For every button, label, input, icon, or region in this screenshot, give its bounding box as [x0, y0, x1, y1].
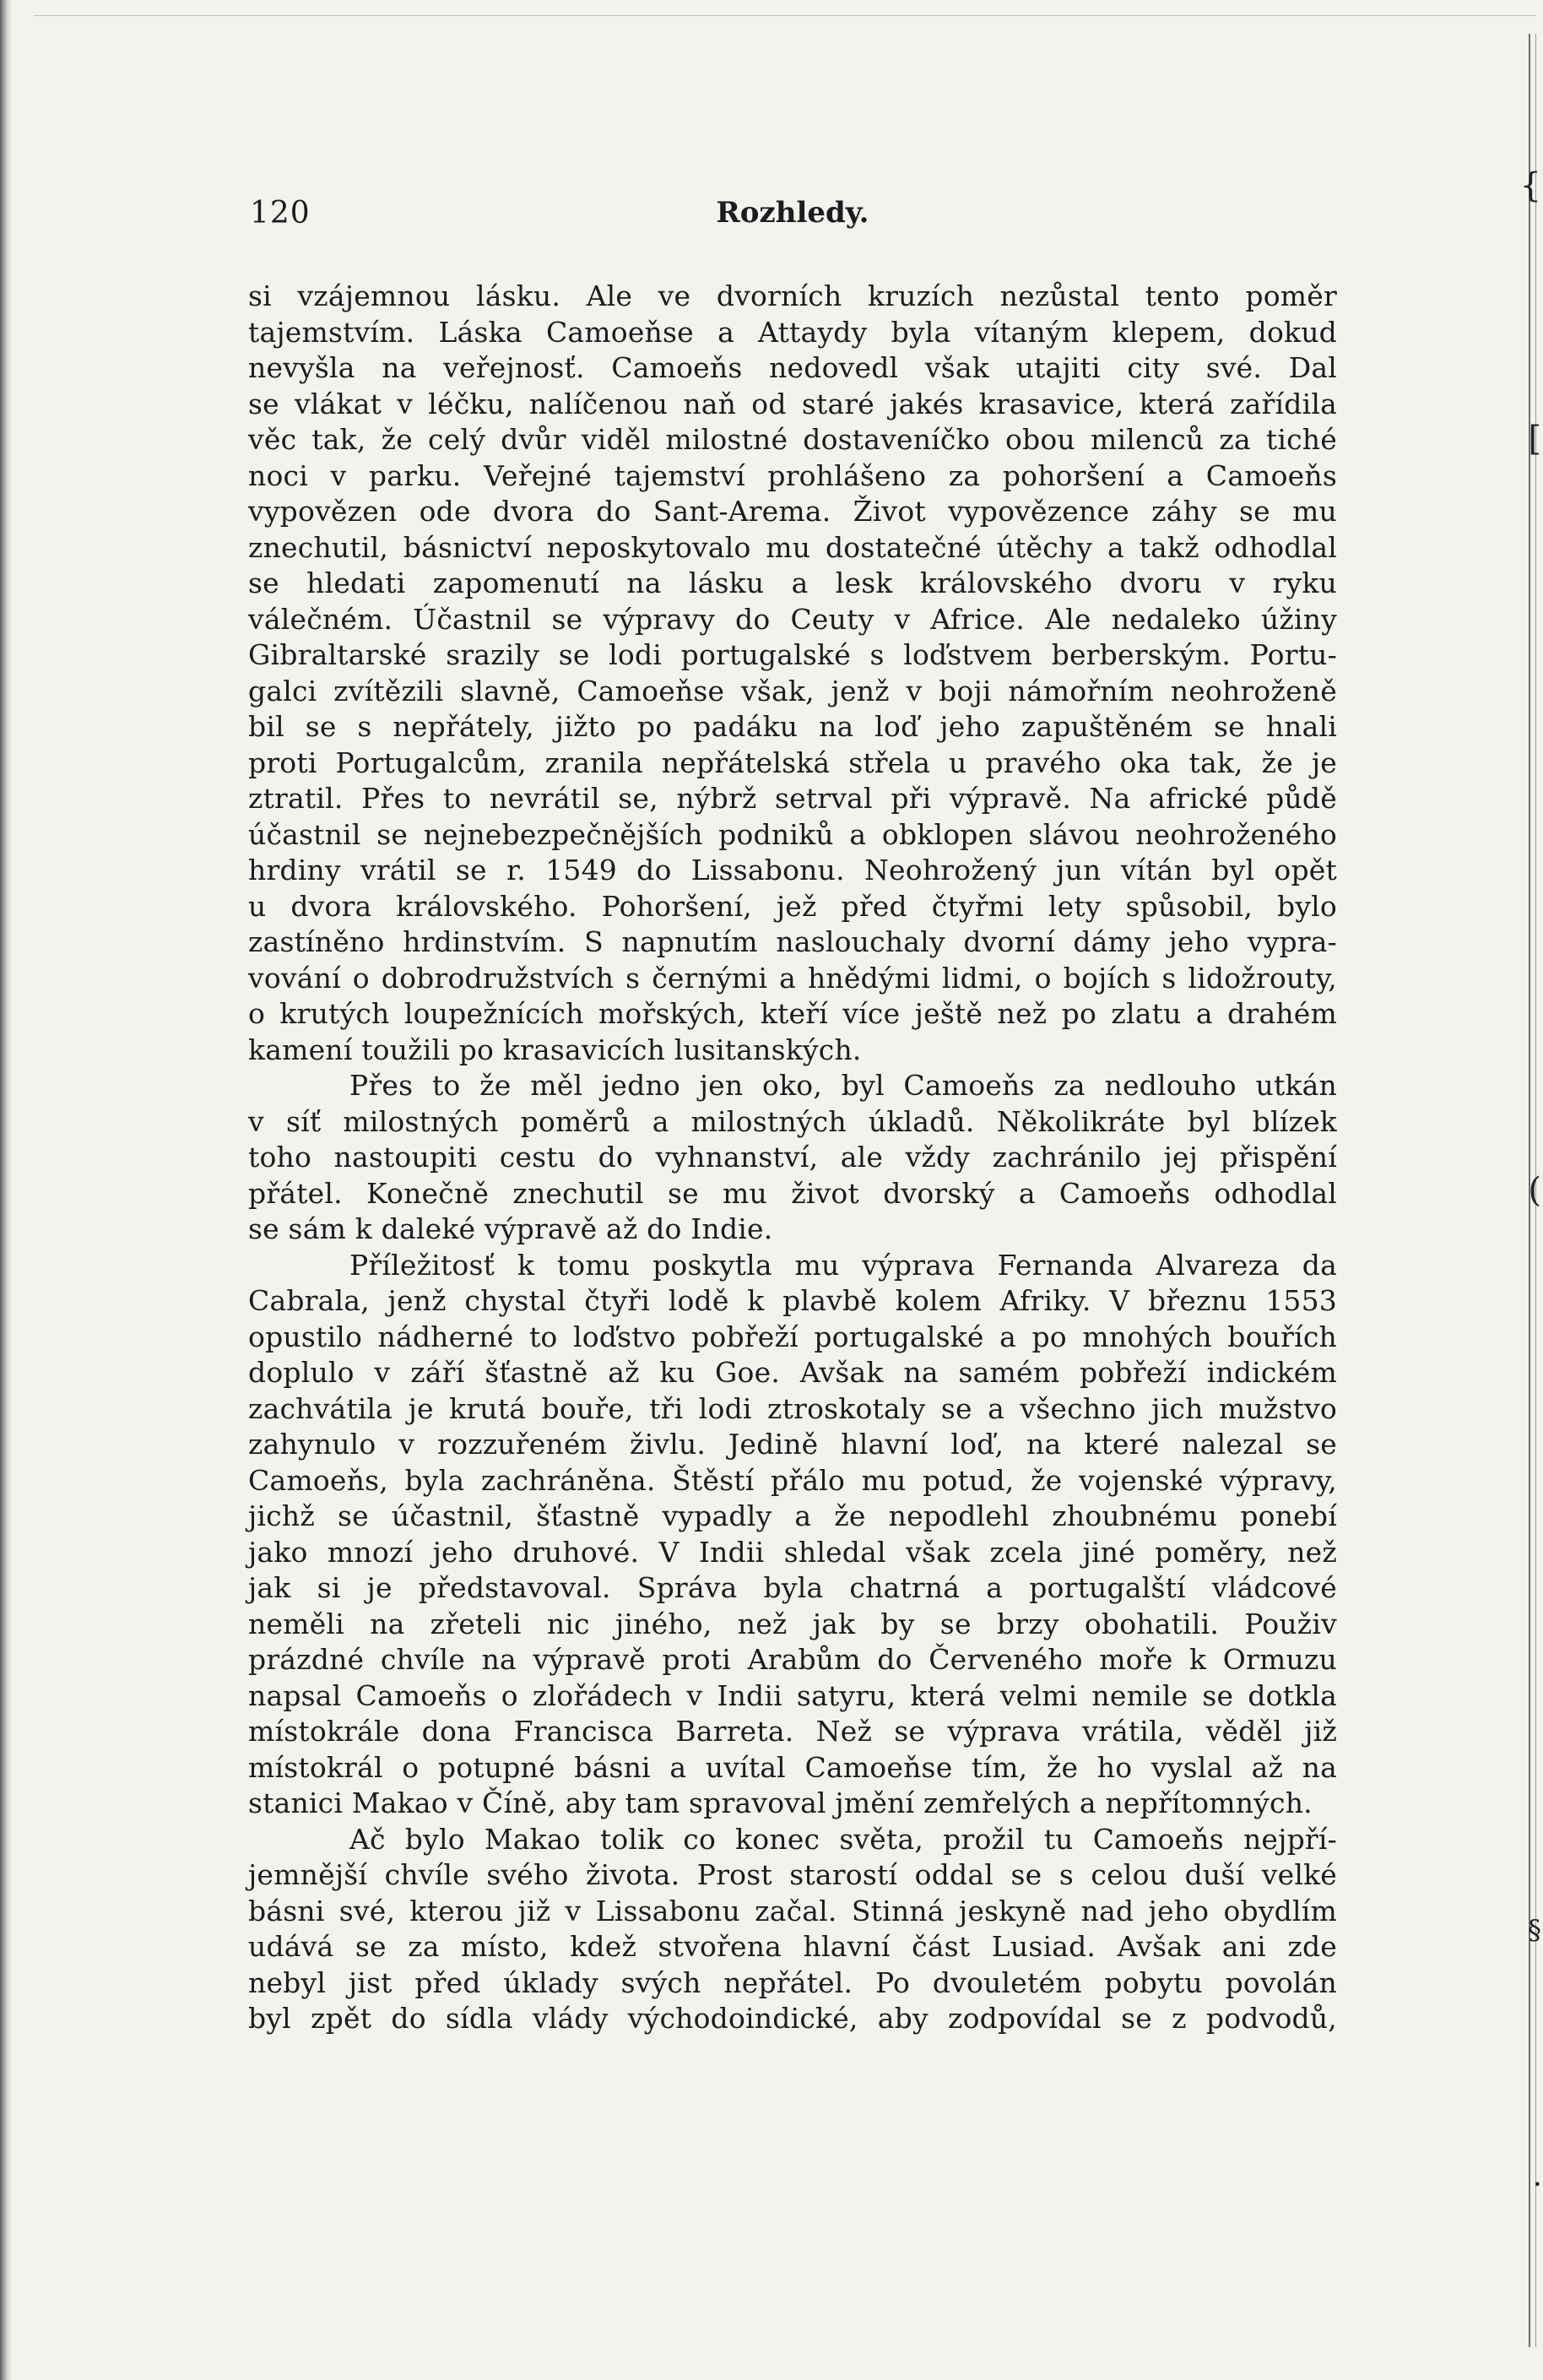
text-line: válečném. Účastnil se výpravy do Ceuty v Africe. Ale nedaleko úžiny: [248, 602, 1337, 636]
text-line: Gibraltarské srazily se lodi portugalské s loďstvem berberským. Portu-: [248, 638, 1337, 671]
text-line: Přes to že měl jedno jen oko, byl Camoeňs za nedlouho utkán: [349, 1069, 1337, 1102]
text-line: bil se s nepřátely, jižto po padáku na loď jeho zapuštěném se hnali: [248, 710, 1337, 743]
text-line: se vlákat v léčku, nalíčenou naň od staré jakés krasavice, která zařídila: [248, 387, 1337, 420]
text-line: stanici Makao v Číně, aby tam spravoval jmění zemřelých a nepřítomných.: [248, 1786, 1313, 1819]
text-line: si vzájemnou lásku. Ale ve dvorních kruzích nezůstal tento poměr: [248, 279, 1337, 312]
text-line: prázdné chvíle na výpravě proti Arabům do Červeného moře k Ormuzu: [248, 1643, 1337, 1676]
running-title: Rozhledy.: [716, 196, 869, 230]
text-line: zahynulo v rozzuřeném živlu. Jedině hlavní loď, na které nalezal se: [248, 1428, 1337, 1461]
text-line: kamení toužili po krasavicích lusitanských.: [248, 1033, 862, 1066]
text-line: hrdiny vrátil se r. 1549 do Lissabonu. Neohrožený jun vítán byl opět: [248, 854, 1337, 886]
text-line: zastíněno hrdinstvím. S napnutím naslouchaly dvorní dámy jeho vypra-: [248, 925, 1337, 958]
text-line: se sám k daleké výpravě až do Indie.: [248, 1212, 773, 1245]
text-line: místokrál o potupné básni a uvítal Camoeňse tím, že ho vyslal až na: [248, 1750, 1337, 1784]
margin-mark: §: [1528, 1914, 1541, 1946]
running-head: [250, 196, 1335, 238]
text-line: zachvátila je krutá bouře, tři lodi ztroskotaly se a všechno jich mužstvo: [248, 1391, 1337, 1425]
text-line: vování o dobrodružstvích s černými a hnědými lidmi, o bojích s lidožrouty,: [248, 961, 1337, 995]
text-line: nebyl jist před úklady svých nepřátel. Po dvouletém pobytu povolán: [248, 1965, 1337, 1999]
text-line: byl zpět do sídla vlády východoindické, aby zodpovídal se z podvodů,: [248, 2002, 1337, 2035]
text-line: galci zvítězili slavně, Camoeňse však, jenž v boji námořním neohroženě: [248, 674, 1337, 707]
text-line: opustilo nádherné to loďstvo pobřeží portugalské a po mnohých bouřích: [248, 1320, 1337, 1353]
scan-edge-left: [0, 0, 12, 2380]
text-line: u dvora královského. Pohoršení, jež před čtyřmi lety spůsobil, bylo: [248, 889, 1337, 923]
page-number: 120: [250, 196, 311, 230]
text-line: jako mnozí jeho druhové. V Indii shledal však zcela jiné poměry, než: [248, 1535, 1337, 1569]
text-line: jemnější chvíle svého života. Prost starostí oddal se s celou duší velké: [248, 1858, 1337, 1891]
text-line: udává se za místo, kdež stvořena hlavní část Lusiad. Avšak ani zde: [248, 1930, 1337, 1963]
text-line: tajemstvím. Láska Camoeňse a Attaydy byla vítaným klepem, dokud: [248, 315, 1337, 349]
text-line: noci v parku. Veřejné tajemství prohlášeno za pohoršení a Camoeňs: [248, 458, 1337, 492]
text-line: místokrále dona Francisca Barreta. Než se výprava vrátila, věděl již: [248, 1715, 1337, 1748]
text-line: básni své, kterou již v Lissabonu začal. Stinná jeskyně nad jeho obydlím: [248, 1894, 1337, 1927]
margin-marks: [1519, 166, 1541, 2195]
text-line: doplulo v září šťastně až ku Goe. Avšak na samém pobřeží indickém: [248, 1356, 1337, 1389]
text-line: napsal Camoeňs o zlořádech v Indii satyru, která velmi nemile se dotkla: [248, 1678, 1337, 1712]
text-line: neměli na zřeteli nic jiného, než jak by se brzy obohatili. Použiv: [248, 1607, 1337, 1640]
body-text: [248, 279, 1337, 2037]
page-edge-top: [34, 15, 1536, 16]
text-line: Příležitosť k tomu poskytla mu výprava Fernanda Alvareza da: [349, 1248, 1337, 1282]
text-line: věc tak, že celý dvůr viděl milostné dostaveníčko obou milenců za tiché: [248, 423, 1337, 456]
text-line: jak si je představoval. Správa byla chatrná a portugalští vládcové: [248, 1571, 1337, 1604]
margin-mark: [: [1528, 420, 1541, 458]
margin-mark: (: [1528, 1171, 1541, 1210]
text-line: se hledati zapomenutí na lásku a lesk královského dvoru v ryku: [248, 567, 1337, 599]
text-line: nevyšla na veřejnosť. Camoeňs nedovedl však utajiti city své. Dal: [248, 351, 1337, 384]
text-line: přátel. Konečně znechutil se mu život dvorský a Camoeňs odhodlal: [248, 1176, 1337, 1210]
text-line: vypovězen ode dvora do Sant-Arema. Život vypovězence záhy se mu: [248, 495, 1337, 528]
text-line: Ač bylo Makao tolik co konec světa, prožil tu Camoeňs nejpří-: [349, 1822, 1337, 1856]
text-line: účastnil se nejnebezpečnějších podniků a obklopen slávou neohroženého: [248, 817, 1337, 851]
text-line: Camoeňs, byla zachráněna. Štěstí přálo mu potud, že vojenské výpravy,: [248, 1463, 1337, 1497]
text-line: v síť milostných poměrů a milostných úkladů. Několikráte byl blízek: [248, 1104, 1337, 1138]
margin-mark: {: [1519, 166, 1541, 205]
text-line: proti Portugalcům, zranila nepřátelská střela u pravého oka tak, že je: [248, 745, 1337, 779]
text-line: toho nastoupiti cestu do vyhnanství, ale vždy zachránilo jej přispění: [248, 1141, 1337, 1174]
text-line: znechutil, básnictví neposkytovalo mu dostatečné útěchy a takž odhodlal: [248, 530, 1337, 564]
margin-mark: •: [1533, 2177, 1541, 2193]
text-line: o krutých loupežnících mořských, kteří více ještě než po zlatu a drahém: [248, 997, 1337, 1030]
text-line: ztratil. Přes to nevrátil se, nýbrž setrval při výpravě. Na africké půdě: [248, 782, 1337, 815]
text-line: Cabrala, jenž chystal čtyři lodě k plavbě kolem Afriky. V březnu 1553: [248, 1284, 1337, 1317]
text-line: jichž se účastnil, šťastně vypadly a že nepodlehl zhoubnému ponebí: [248, 1499, 1337, 1532]
